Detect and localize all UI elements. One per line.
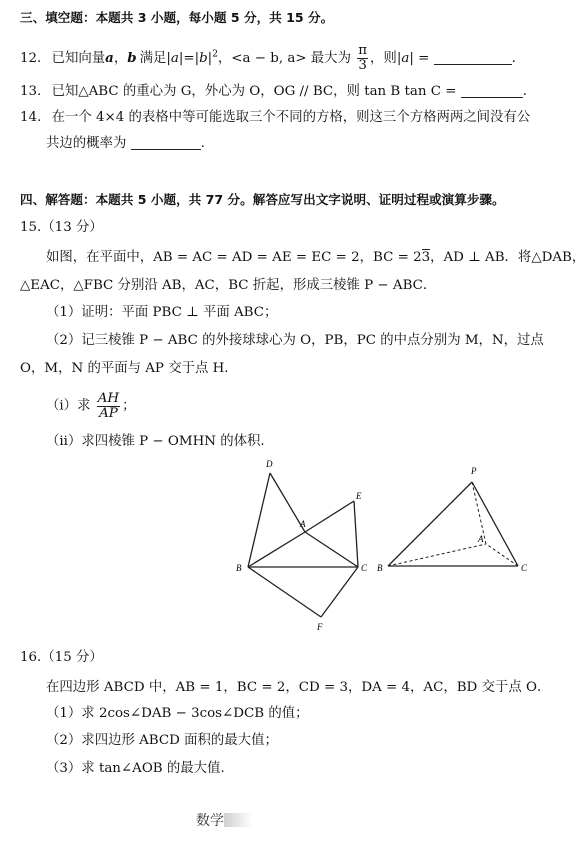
footer-subject: 数学 [196, 813, 224, 829]
question-16-stem: 在四边形 ABCD 中，AB = 1，BC = 2，CD = 3，DA = 4，AC，BD 交于点 O． [46, 680, 551, 695]
question-16-part1: （1）求 2cos∠DAB − 3cos∠DCB 的值； [46, 706, 309, 721]
figure-right-label-a: A [478, 534, 484, 544]
figure-left-label-d: D [266, 459, 273, 469]
question-15-number: 15.（13 分） [20, 220, 103, 235]
question-14-line2: 共边的概率为 . [46, 136, 205, 151]
figure-right-label-c: C [521, 563, 528, 573]
figure-left-label-f: F [317, 622, 323, 632]
question-16-part3: （3）求 tan∠AOB 的最大值. [46, 761, 225, 776]
section-4-heading: 四、解答题：本题共 5 小题，共 77 分。解答应写出文字说明、证明过程或演算步骤。 [20, 192, 505, 207]
question-15-part1: （1）证明：平面 PBC ⊥ 平面 ABC； [46, 305, 278, 320]
question-16-number: 16.（15 分） [20, 650, 103, 665]
question-16-part2: （2）求四边形 ABCD 面积的最大值； [46, 733, 278, 748]
figure-right-label-p: P [471, 466, 477, 476]
footer-fade [224, 813, 252, 827]
figure-left-label-b: B [236, 563, 242, 573]
figure-left-label-c: C [361, 563, 368, 573]
question-12: 12. 已知向量a，b 满足$|a|=|b|^2$，<a − b, a> 最大为 $\frac{\pi}{3}$ ，则|a| = . [20, 43, 516, 73]
pi-over-3-fraction: $\frac{\pi}{3}$ [358, 43, 368, 73]
question-15-para1-cont: △EAC，△FBC 分别沿 AB，AC，BC 折起，形成三棱锥 P − ABC． [20, 278, 437, 293]
figure-planar-net [230, 455, 370, 635]
q12-answer-blank[interactable] [434, 50, 512, 65]
question-13: 13. 已知△ABC 的重心为 G，外心为 O，OG // BC，则 tan B tan C = . [20, 84, 528, 99]
section-3-heading: 三、填空题：本题共 3 小题，每小题 5 分，共 15 分。 [20, 10, 334, 25]
figure-right-label-b: B [377, 563, 383, 573]
question-15-part2-ii: （ii）求四棱锥 P − OMHN 的体积． [46, 434, 274, 449]
q13-answer-blank[interactable] [461, 83, 523, 98]
figure-tetrahedron [372, 460, 532, 585]
figure-left-label-a: A [300, 519, 306, 529]
ah-over-ap-fraction: $\frac{AH}{AP}$ [97, 391, 120, 421]
question-15-part2-cont: O，M，N 的平面与 AP 交于点 H． [20, 361, 238, 376]
question-15-part2: （2）记三棱锥 P − ABC 的外接球球心为 O，PB，PC 的中点分别为 M，N，过点 [46, 333, 544, 348]
question-15-para1: 如图，在平面中，AB = AC = AD = AE = EC = 2，BC = 23，AD ⊥ AB．将△DAB， [46, 250, 586, 265]
q14-answer-blank[interactable] [131, 135, 201, 150]
sqrt-three: 3 [421, 250, 431, 265]
page-footer [196, 810, 252, 830]
q12-number: 12. [20, 51, 42, 66]
question-15-part2-i: （i）求 $\frac{AH}{AP}$ ； [46, 391, 136, 421]
question-14: 14. 在一个 4×4 的表格中等可能选取三个不同的方格，则这三个方格两两之间没有公 [20, 110, 531, 125]
figure-left-label-e: E [356, 491, 362, 501]
